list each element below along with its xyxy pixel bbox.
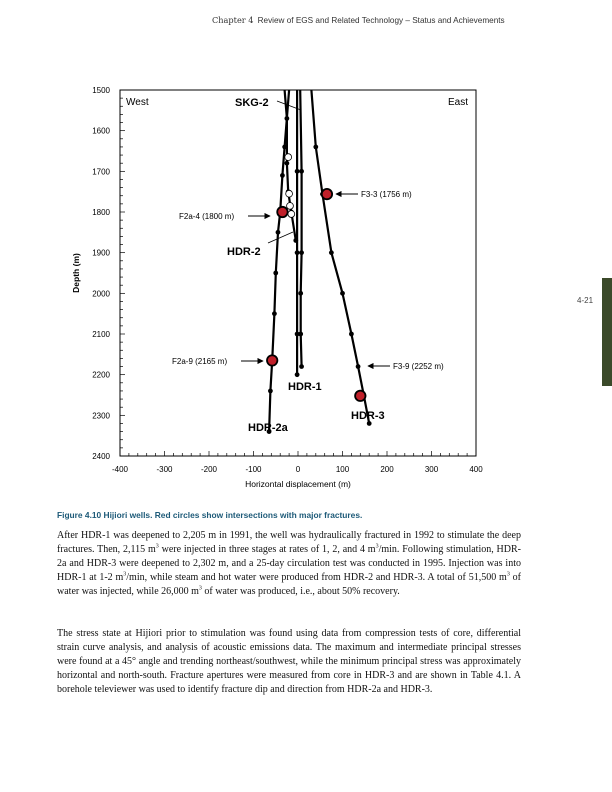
x-tick-label: -200 xyxy=(200,465,218,474)
hdr1-label: HDR-1 xyxy=(288,381,322,393)
x-tick-label: 100 xyxy=(335,465,350,474)
survey-point xyxy=(356,364,361,369)
survey-point xyxy=(329,250,334,255)
figure-caption: Figure 4.10 Hijiori wells. Red circles show intersections with major fractures. xyxy=(57,510,363,520)
well-trace-hdr-2a xyxy=(269,90,289,432)
fracture-intersection xyxy=(277,207,287,217)
west-label: West xyxy=(126,97,149,108)
y-tick-label: 2400 xyxy=(92,452,110,461)
x-tick-label: -100 xyxy=(245,465,262,474)
y-tick-label: 1700 xyxy=(92,167,110,177)
fracture-intersection xyxy=(267,355,277,365)
fracture-intersection xyxy=(322,189,332,199)
survey-point xyxy=(293,238,298,243)
superscript: 3 xyxy=(506,571,510,578)
survey-point xyxy=(284,116,289,121)
superscript: 3 xyxy=(155,543,159,550)
x-tick-label: 0 xyxy=(295,465,301,474)
y-tick-label: 2100 xyxy=(92,330,110,339)
y-tick-label: 2000 xyxy=(92,289,110,299)
y-tick-label: 1600 xyxy=(92,126,110,136)
chapter-label: Chapter 4 xyxy=(212,15,254,25)
survey-point xyxy=(273,271,278,276)
y-tick-labels xyxy=(92,86,110,461)
x-tick-label: 200 xyxy=(380,465,394,474)
hdr2-leader xyxy=(268,232,293,243)
survey-point xyxy=(272,311,277,316)
y-tick-label: 1900 xyxy=(92,248,110,258)
chapter-title: Review of EGS and Related Technology – Status and Achievements xyxy=(257,16,505,25)
survey-point xyxy=(276,230,281,235)
survey-point xyxy=(268,389,273,394)
open-circle-marker xyxy=(286,190,293,197)
x-tick-labels xyxy=(112,465,483,474)
open-circle-marker xyxy=(285,154,292,161)
survey-point xyxy=(295,372,300,377)
f2a9-label: F2a-9 (2165 m) xyxy=(172,357,228,366)
hdr2a-label: HDR-2a xyxy=(248,422,288,434)
x-tick-label: 400 xyxy=(469,465,483,474)
f2a4-label: F2a-4 (1800 m) xyxy=(179,212,235,221)
f33-label: F3-3 (1756 m) xyxy=(361,190,412,199)
survey-point xyxy=(340,291,345,296)
superscript: 3 xyxy=(123,571,127,578)
skg2-label: SKG-2 xyxy=(235,97,269,109)
open-circle-marker xyxy=(287,203,294,210)
east-label: East xyxy=(448,97,469,108)
survey-point xyxy=(313,145,318,150)
survey-point xyxy=(280,173,285,178)
x-tick-label: 300 xyxy=(424,465,439,474)
y-axis-label: Depth (m) xyxy=(71,253,81,293)
survey-point xyxy=(349,332,354,337)
survey-point xyxy=(295,250,300,255)
y-tick-label: 2300 xyxy=(92,411,110,421)
survey-point xyxy=(299,250,304,255)
superscript: 3 xyxy=(375,543,379,550)
superscript: 3 xyxy=(198,585,202,592)
survey-point xyxy=(282,145,287,150)
x-tick-label: -300 xyxy=(156,465,173,474)
y-tick-label: 1500 xyxy=(92,86,110,95)
survey-point xyxy=(298,291,303,296)
hdr3-label: HDR-3 xyxy=(351,410,385,422)
survey-point xyxy=(299,169,304,174)
fracture-intersection xyxy=(355,391,365,401)
y-tick-label: 2200 xyxy=(92,370,110,380)
hdr2-label: HDR-2 xyxy=(227,246,261,258)
survey-point xyxy=(284,161,289,166)
survey-point xyxy=(295,169,300,174)
x-tick-label: -400 xyxy=(111,465,129,474)
open-circle-marker xyxy=(288,211,295,218)
well-trace-skg-2 xyxy=(300,90,301,367)
body-paragraph-2: The stress state at Hijiori prior to stimulation was found using data from compression tests of core, differential strain curve analysis, and analysis of acoustic emissions data. The maximum and intermediate principal stresses were found at a 45° angle and trending northeast/southwest, while the minimum principal stress was approximately horizontal and north-south. Fracture apertures were measured from core in HDR-3 and are shown in Table 4.1. A borehole televiewer was used to identify fracture dip and direction from HDR-2a and HDR-3. xyxy=(57,628,521,695)
body-paragraph-1: After HDR-1 was deepened to 2,205 m in 1991, the well was hydraulically fractured in 1992 to stimulate the deep fractures. Then, 2,115 $m^3$ were injected in three stages at rates of 1, 2, and 4 $m^3/\min$. Following stimulation, HDR-2a and HDR-3 were deepened to 2,302 m, and a 25-day circulation test was conducted in 1995. Injection was into HDR-1 at 1-2 $m^3/\min$, while steam and hot water were produced from HDR-2 and HDR-3. A total of 51,500 $m^3$ of water was injected, while 26,000 $m^3$ of water was produced, i.e., about 50% recovery. xyxy=(57,530,522,597)
f39-label: F3-9 (2252 m) xyxy=(393,362,444,371)
well-trace-hdr-3 xyxy=(311,90,369,424)
page-number: 4-21 xyxy=(577,296,594,305)
x-axis-label: Horizontal displacement (m) xyxy=(245,479,351,489)
survey-point xyxy=(295,332,300,337)
y-tick-label: 1800 xyxy=(92,208,110,217)
survey-point xyxy=(299,364,304,369)
